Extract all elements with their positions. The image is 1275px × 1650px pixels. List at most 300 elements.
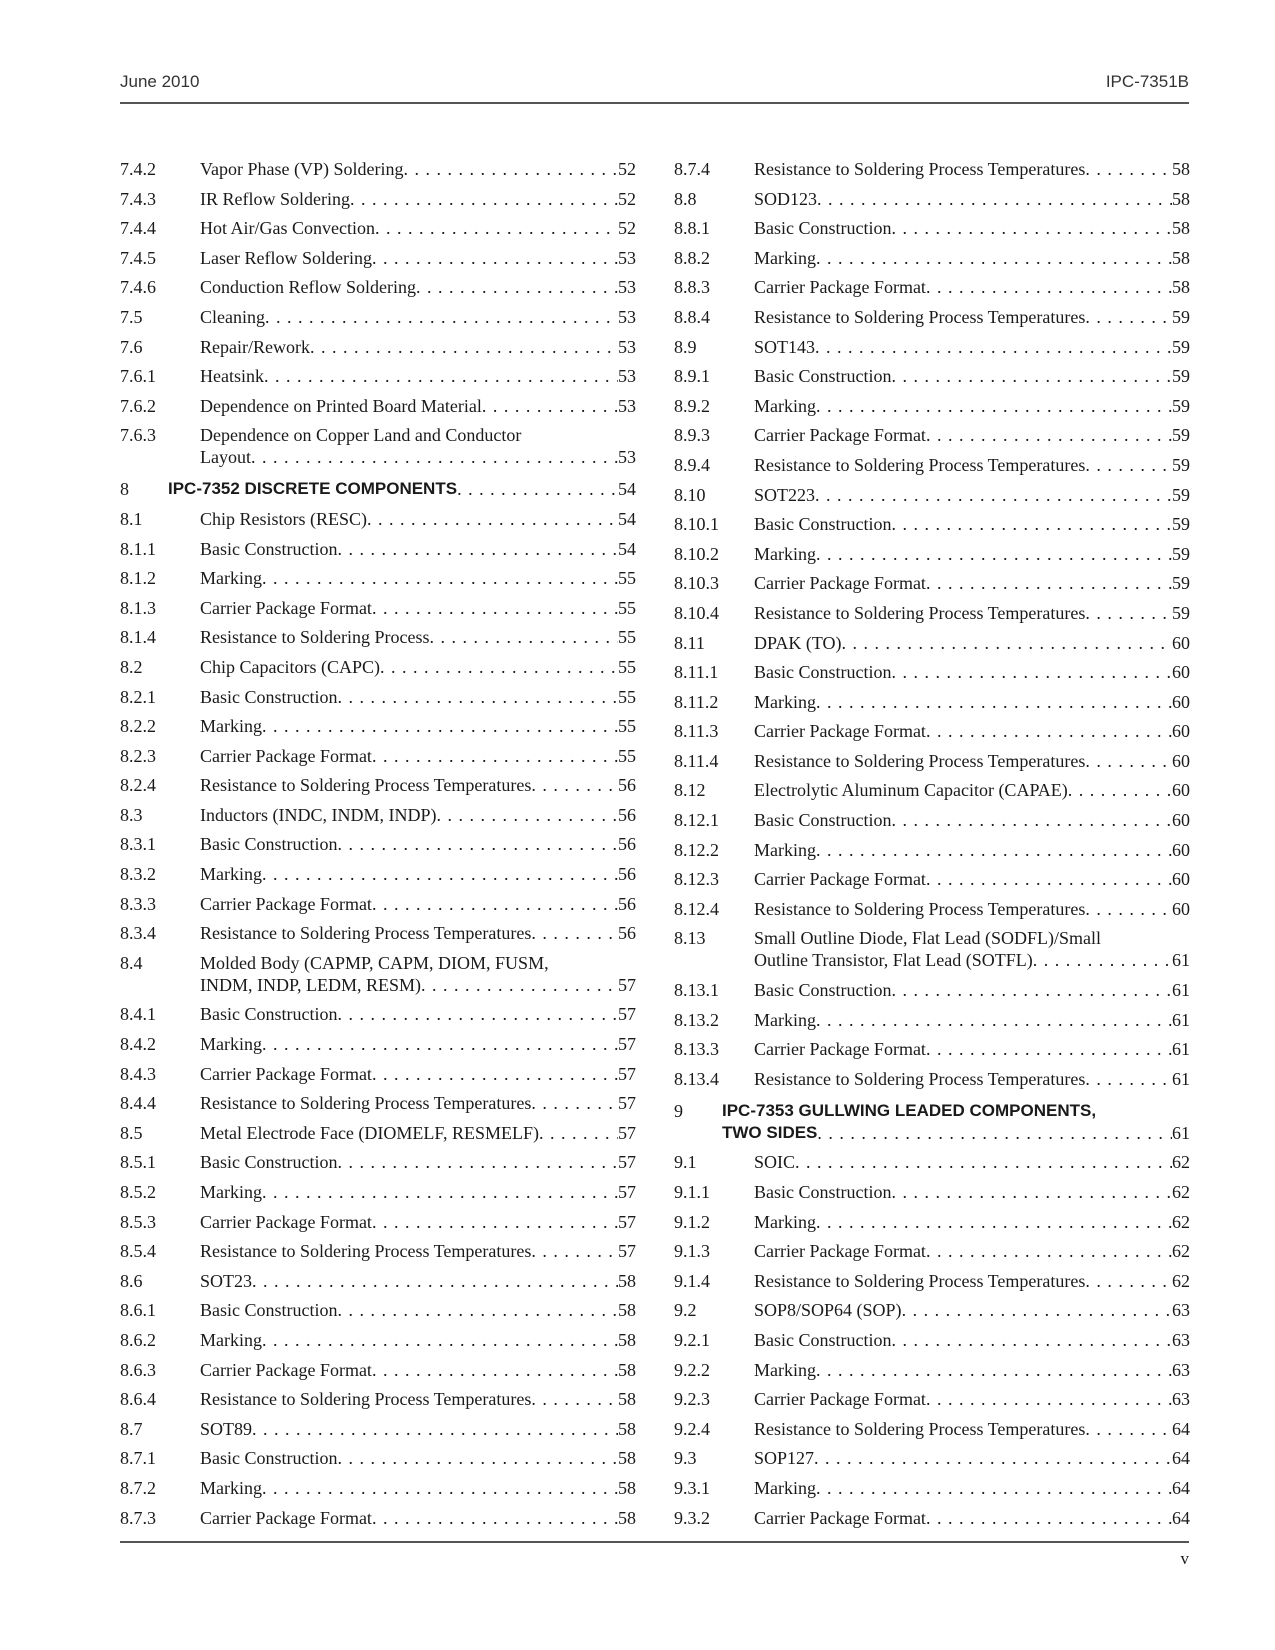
toc-entry[interactable] — [120, 1211, 636, 1233]
dot-leader — [531, 774, 618, 796]
dot-leader — [531, 922, 618, 944]
toc-entry[interactable] — [674, 691, 1190, 713]
toc-entry-number: 7.5 — [120, 306, 143, 327]
toc-entry-title: Carrier Package Format — [754, 869, 926, 890]
toc-entry-title: Basic Construction — [754, 810, 892, 831]
toc-entry-number: 9.3 — [674, 1448, 697, 1469]
toc-entry-title: Resistance to Soldering Process Temperatures — [754, 750, 1086, 771]
toc-entry-number: 8.10.4 — [674, 602, 719, 623]
toc-entry-page: 59 — [1172, 514, 1190, 535]
toc-entry-page: 55 — [618, 656, 636, 677]
toc-entry-title: Carrier Package Format — [754, 573, 926, 594]
toc-left-column — [120, 158, 636, 1536]
toc-entry-page: 57 — [618, 974, 636, 995]
toc-entry[interactable] — [674, 247, 1190, 269]
dot-leader — [926, 1507, 1172, 1529]
toc-entry-title: Marking — [754, 691, 816, 712]
toc-entry-page: 61 — [1172, 1068, 1190, 1089]
toc-entry-page: 53 — [618, 366, 636, 387]
toc-entry-number: 8.11.4 — [674, 750, 719, 771]
toc-entry[interactable] — [674, 602, 1190, 624]
toc-entry-title: Basic Construction — [754, 1329, 892, 1350]
toc-entry-title: Chip Capacitors (CAPC) — [200, 656, 380, 677]
toc-entry-page: 53 — [618, 306, 636, 327]
toc-entry[interactable] — [120, 863, 636, 885]
toc-entry-title: INDM, INDP, LEDM, RESM) — [200, 974, 422, 995]
toc-entry[interactable] — [674, 572, 1190, 594]
toc-entry[interactable] — [120, 424, 636, 468]
toc-entry-title: Marking — [754, 839, 816, 860]
toc-entry[interactable] — [674, 898, 1190, 920]
toc-entry-title: Resistance to Soldering Process Temperatures — [754, 1270, 1086, 1291]
dot-leader — [815, 484, 1172, 506]
dot-leader — [926, 424, 1172, 446]
toc-entry[interactable] — [120, 1151, 636, 1173]
toc-entry-page: 60 — [1172, 721, 1190, 742]
dot-leader — [372, 1359, 618, 1381]
toc-entry-page: 64 — [1172, 1507, 1190, 1528]
toc-entry-title: Inductors (INDC, INDM, INDP) — [200, 804, 437, 825]
toc-entry-title: Basic Construction — [754, 1182, 892, 1202]
toc-entry-number: 7.6 — [120, 336, 143, 357]
toc-entry-page: 58 — [1172, 188, 1190, 209]
dot-leader — [816, 1009, 1172, 1031]
toc-entry-title: Carrier Package Format — [200, 745, 372, 766]
toc-entry-title: Carrier Package Format — [754, 1507, 926, 1528]
toc-section-heading[interactable] — [120, 478, 636, 500]
toc-entry-page: 55 — [618, 627, 636, 648]
toc-entry[interactable] — [674, 661, 1190, 683]
toc-entry[interactable] — [120, 1329, 636, 1351]
toc-entry[interactable] — [120, 158, 636, 180]
toc-entry[interactable] — [674, 306, 1190, 328]
toc-entry-title: Carrier Package Format — [200, 1063, 372, 1084]
toc-entry-number: 8.10 — [674, 484, 706, 505]
toc-entry-title: Marking — [754, 395, 816, 416]
toc-entry-page: 55 — [618, 745, 636, 766]
toc-entry-page: 56 — [618, 923, 636, 944]
toc-entry-page: 53 — [618, 447, 636, 468]
toc-entry-page: 62 — [1172, 1211, 1190, 1232]
toc-entry-number: 9 — [674, 1100, 683, 1121]
toc-entry[interactable] — [120, 745, 636, 767]
dot-leader — [262, 1181, 618, 1203]
toc-entry-title: Carrier Package Format — [754, 277, 926, 298]
toc-entry[interactable] — [674, 1068, 1190, 1090]
toc-entry-number: 9.2.2 — [674, 1359, 710, 1380]
toc-entry-title: Resistance to Soldering Process Temperatures — [754, 306, 1086, 327]
toc-entry-page: 56 — [618, 893, 636, 914]
dot-leader — [1085, 454, 1172, 476]
dot-leader — [1085, 602, 1172, 624]
dot-leader — [816, 1477, 1172, 1499]
toc-entry-number: 8.9.3 — [674, 425, 710, 446]
toc-entry[interactable] — [674, 188, 1190, 210]
toc-entry-number: 8.7.2 — [120, 1477, 156, 1498]
toc-entry-page: 53 — [618, 395, 636, 416]
toc-entry-number: 7.4.6 — [120, 277, 156, 298]
toc-entry[interactable] — [120, 365, 636, 387]
toc-entry-number: 8.8.1 — [674, 218, 710, 239]
toc-entry-number: 8.7.3 — [120, 1507, 156, 1528]
toc-entry[interactable] — [674, 1240, 1190, 1262]
dot-leader — [367, 508, 618, 530]
toc-entry[interactable] — [120, 276, 636, 298]
toc-entry-title: Carrier Package Format — [200, 1507, 372, 1528]
toc-entry[interactable] — [120, 508, 636, 530]
dot-leader — [1085, 750, 1172, 772]
dot-leader — [926, 720, 1172, 742]
toc-entry-page: 62 — [1172, 1270, 1190, 1291]
toc-entry-title: Resistance to Soldering Process Temperatures — [754, 1068, 1086, 1089]
toc-entry-page: 62 — [1172, 1182, 1190, 1202]
dot-leader — [926, 868, 1172, 890]
toc-entry-number: 8.13 — [674, 928, 706, 949]
toc-entry-title: Resistance to Soldering Process Temperatures — [754, 602, 1086, 623]
toc-entry-page: 58 — [618, 1359, 636, 1380]
toc-entry-number: 8.2.1 — [120, 686, 156, 707]
toc-entry[interactable] — [674, 513, 1190, 535]
dot-leader — [816, 247, 1172, 269]
toc-entry-page: 60 — [1172, 632, 1190, 653]
toc-entry[interactable] — [674, 1329, 1190, 1351]
toc-entry-number: 7.6.1 — [120, 366, 156, 387]
dot-leader — [842, 632, 1172, 654]
dot-leader — [892, 1329, 1173, 1351]
toc-entry-page: 52 — [618, 188, 636, 209]
toc-entry-title: Carrier Package Format — [754, 1039, 926, 1060]
toc-entry-title: Repair/Rework — [200, 336, 310, 357]
toc-entry-number: 8.11.2 — [674, 691, 719, 712]
toc-entry-number: 8.2 — [120, 656, 143, 677]
toc-entry[interactable] — [120, 715, 636, 737]
toc-entry[interactable] — [120, 1240, 636, 1262]
dot-leader — [892, 809, 1173, 831]
toc-entry-number: 8.3.2 — [120, 864, 156, 885]
toc-entry-page: 60 — [1172, 839, 1190, 860]
dot-leader — [1085, 306, 1172, 328]
toc-entry[interactable] — [120, 952, 636, 996]
toc-entry-title: Resistance to Soldering Process Temperatures — [754, 454, 1086, 475]
toc-entry[interactable] — [120, 306, 636, 328]
toc-entry-number: 8.1.2 — [120, 568, 156, 589]
toc-entry[interactable] — [120, 626, 636, 648]
dot-leader — [926, 1038, 1172, 1060]
toc-entry[interactable] — [674, 1270, 1190, 1292]
toc-entry[interactable] — [674, 336, 1190, 358]
toc-entry-title: Carrier Package Format — [200, 597, 372, 618]
header-date: June 2010 — [120, 72, 200, 91]
toc-entry-number: 8.6.3 — [120, 1359, 156, 1380]
toc-entry[interactable] — [120, 538, 636, 560]
toc-entry[interactable] — [674, 839, 1190, 861]
dot-leader — [816, 1211, 1172, 1233]
toc-entry[interactable] — [120, 1299, 636, 1321]
dot-leader — [817, 188, 1172, 210]
toc-entry[interactable] — [674, 1418, 1190, 1440]
toc-entry[interactable] — [674, 454, 1190, 476]
toc-entry-page: 57 — [618, 1182, 636, 1202]
toc-entry-number: 8.5.2 — [120, 1182, 156, 1202]
toc-entry[interactable] — [674, 1447, 1190, 1469]
toc-entry-page: 58 — [618, 1448, 636, 1469]
toc-entry-number: 9.1 — [674, 1152, 697, 1173]
dot-leader — [892, 365, 1173, 387]
toc-entry[interactable] — [120, 1270, 636, 1292]
toc-entry[interactable] — [674, 632, 1190, 654]
toc-entry-title: Resistance to Soldering Process Temperatures — [200, 1093, 532, 1114]
toc-entry-title: IR Reflow Soldering — [200, 188, 350, 209]
toc-entry-number: 9.3.1 — [674, 1477, 710, 1498]
toc-entry-page: 57 — [618, 1152, 636, 1173]
toc-entry[interactable] — [120, 656, 636, 678]
dot-leader — [372, 1507, 618, 1529]
toc-entry-title: Resistance to Soldering Process Temperatures — [200, 1389, 532, 1410]
toc-entry[interactable] — [674, 1477, 1190, 1499]
toc-entry-number: 9.1.3 — [674, 1241, 710, 1262]
toc-entry[interactable] — [120, 567, 636, 589]
toc-entry-page: 63 — [1172, 1329, 1190, 1350]
toc-entry[interactable] — [674, 484, 1190, 506]
toc-entry[interactable] — [674, 1181, 1190, 1203]
dot-leader — [375, 217, 618, 239]
toc-entry-page: 58 — [1172, 218, 1190, 239]
toc-entry[interactable] — [120, 1477, 636, 1499]
toc-entry-number: 8.3 — [120, 804, 143, 825]
toc-entry-number: 8.7.4 — [674, 159, 710, 179]
dot-leader — [817, 1122, 1172, 1144]
toc-entry[interactable] — [674, 809, 1190, 831]
toc-entry[interactable] — [120, 1418, 636, 1440]
dot-leader — [262, 1329, 618, 1351]
dot-leader — [403, 158, 618, 180]
dot-leader — [372, 1211, 618, 1233]
toc-entry[interactable] — [674, 720, 1190, 742]
toc-entry-number: 8.3.1 — [120, 834, 156, 855]
dot-leader — [338, 1003, 619, 1025]
dot-leader — [892, 513, 1173, 535]
toc-entry[interactable] — [120, 1507, 636, 1529]
toc-entry-page: 58 — [618, 1477, 636, 1498]
toc-entry[interactable] — [120, 395, 636, 417]
toc-entry-title: Basic Construction — [200, 538, 338, 559]
toc-entry-page: 61 — [1172, 1122, 1190, 1143]
toc-entry[interactable] — [120, 833, 636, 855]
dot-leader — [1068, 779, 1172, 801]
toc-entry[interactable] — [120, 336, 636, 358]
toc-entry-page: 53 — [618, 247, 636, 268]
toc-entry-number: 9.2.1 — [674, 1329, 710, 1350]
toc-entry[interactable] — [120, 686, 636, 708]
toc-entry[interactable] — [120, 1063, 636, 1085]
toc-entry-page: 52 — [618, 159, 636, 179]
toc-entry-title: Carrier Package Format — [754, 425, 926, 446]
toc-entry[interactable] — [674, 365, 1190, 387]
toc-entry-title: Resistance to Soldering Process Temperatures — [200, 923, 532, 944]
toc-entry-title: Basic Construction — [754, 218, 892, 239]
toc-entry-number: 8.9 — [674, 336, 697, 357]
dot-leader — [338, 833, 619, 855]
dot-leader — [436, 804, 618, 826]
dot-leader — [892, 217, 1173, 239]
toc-entry-number: 8.2.2 — [120, 716, 156, 737]
toc-entry[interactable] — [120, 597, 636, 619]
toc-entry[interactable] — [120, 1003, 636, 1025]
toc-entry-page: 53 — [618, 336, 636, 357]
toc-entry-page: 54 — [618, 508, 636, 529]
toc-entry-number: 8.10.2 — [674, 543, 719, 564]
dot-leader — [531, 1092, 618, 1114]
toc-entry-number: 8.3.4 — [120, 923, 156, 944]
toc-entry[interactable] — [674, 1359, 1190, 1381]
toc-entry[interactable] — [674, 1507, 1190, 1529]
toc-entry[interactable] — [674, 1388, 1190, 1410]
toc-entry-number: 8.1.3 — [120, 597, 156, 618]
toc-entry-page: 59 — [1172, 425, 1190, 446]
toc-entry-page: 55 — [618, 568, 636, 589]
toc-entry-number: 9.1.2 — [674, 1211, 710, 1232]
dot-leader — [421, 974, 618, 996]
toc-entry-title: Basic Construction — [200, 1448, 338, 1469]
toc-entry-page: 60 — [1172, 869, 1190, 890]
toc-entry-title: Dependence on Copper Land and Conductor — [200, 425, 522, 446]
toc-entry-page: 55 — [618, 597, 636, 618]
toc-entry-title: Cleaning — [200, 306, 265, 327]
toc-entry-page: 59 — [1172, 602, 1190, 623]
dot-leader — [429, 626, 618, 648]
toc-entry-page: 58 — [618, 1507, 636, 1528]
toc-entry-page: 61 — [1172, 950, 1190, 971]
toc-entry[interactable] — [674, 158, 1190, 180]
toc-entry-title: Basic Construction — [200, 1300, 338, 1321]
toc-entry-number: 8.12.4 — [674, 898, 719, 919]
toc-entry[interactable] — [120, 1122, 636, 1144]
dot-leader — [1085, 1418, 1172, 1440]
dot-leader — [380, 656, 618, 678]
toc-entry-number: 8.1.1 — [120, 538, 156, 559]
toc-entry-title: IPC-7353 GULLWING LEADED COMPONENTS, — [722, 1100, 1097, 1120]
toc-entry-number: 8.13.3 — [674, 1039, 719, 1060]
toc-entry[interactable] — [120, 804, 636, 826]
toc-entry[interactable] — [120, 1359, 636, 1381]
toc-entry-title: Layout — [200, 447, 251, 468]
toc-entry-title: SOD123 — [754, 188, 818, 209]
toc-entry-page: 57 — [618, 1004, 636, 1025]
toc-entry[interactable] — [120, 188, 636, 210]
toc-entry-title: IPC-7352 DISCRETE COMPONENTS — [168, 479, 458, 499]
toc-entry[interactable] — [120, 774, 636, 796]
toc-entry-number: 8.8.2 — [674, 247, 710, 268]
toc-entry-title: SOT143 — [754, 336, 816, 357]
toc-entry-page: 62 — [1172, 1241, 1190, 1262]
toc-entry[interactable] — [674, 927, 1190, 971]
toc-entry[interactable] — [120, 922, 636, 944]
toc-entry[interactable] — [120, 1092, 636, 1114]
toc-entry-page: 57 — [618, 1241, 636, 1262]
toc-entry-title: SOP8/SOP64 (SOP) — [754, 1300, 902, 1321]
toc-entry-page: 56 — [618, 864, 636, 885]
toc-entry-number: 8.4.2 — [120, 1034, 156, 1055]
toc-entry[interactable] — [674, 1211, 1190, 1233]
toc-entry-title: Carrier Package Format — [200, 1211, 372, 1232]
toc-entry[interactable] — [674, 424, 1190, 446]
dot-leader — [892, 661, 1173, 683]
toc-entry-number: 8.9.2 — [674, 395, 710, 416]
toc-section-heading[interactable] — [674, 1100, 1190, 1144]
toc-entry[interactable] — [674, 779, 1190, 801]
toc-entry[interactable] — [120, 1447, 636, 1469]
toc-entry[interactable] — [674, 979, 1190, 1001]
dot-leader — [892, 979, 1173, 1001]
toc-entry-page: 59 — [1172, 366, 1190, 387]
dot-leader — [252, 1270, 618, 1292]
toc-entry-title: Marking — [200, 1182, 262, 1202]
dot-leader — [310, 336, 618, 358]
toc-entry-page: 59 — [1172, 543, 1190, 564]
toc-entry-title: Laser Reflow Soldering — [200, 247, 372, 268]
toc-entry-page: 58 — [1172, 247, 1190, 268]
dot-leader — [1085, 1270, 1172, 1292]
toc-entry-number: 8.4.3 — [120, 1063, 156, 1084]
toc-entry-title: Marking — [200, 1477, 262, 1498]
toc-entry-title: TWO SIDES — [722, 1122, 818, 1142]
toc-entry[interactable] — [674, 276, 1190, 298]
toc-entry[interactable] — [674, 1038, 1190, 1060]
toc-entry-title: Marking — [200, 864, 262, 885]
toc-entry[interactable] — [674, 1299, 1190, 1321]
toc-entry[interactable] — [120, 1181, 636, 1203]
toc-entry-title: SOIC — [754, 1152, 796, 1173]
toc-entry-number: 8.7.1 — [120, 1448, 156, 1469]
toc-entry-number: 8.6.2 — [120, 1329, 156, 1350]
toc-entry[interactable] — [120, 893, 636, 915]
toc-entry-page: 61 — [1172, 1009, 1190, 1030]
toc-entry[interactable] — [674, 543, 1190, 565]
toc-entry-title: Basic Construction — [754, 366, 892, 387]
dot-leader — [265, 306, 618, 328]
toc-entry-title: SOT223 — [754, 484, 816, 505]
toc-entry[interactable] — [674, 868, 1190, 890]
dot-leader — [814, 1447, 1172, 1469]
toc-entry-title: Basic Construction — [754, 980, 892, 1001]
toc-entry-number: 8.12.3 — [674, 869, 719, 890]
toc-entry[interactable] — [674, 750, 1190, 772]
toc-entry-number: 9.2.3 — [674, 1389, 710, 1410]
dot-leader — [1085, 158, 1172, 180]
toc-entry[interactable] — [674, 1151, 1190, 1173]
dot-leader — [816, 395, 1172, 417]
toc-entry-page: 58 — [618, 1389, 636, 1410]
toc-entry[interactable] — [120, 217, 636, 239]
toc-entry[interactable] — [674, 395, 1190, 417]
toc-entry[interactable] — [674, 217, 1190, 239]
toc-entry-title: Carrier Package Format — [200, 893, 372, 914]
toc-entry-page: 57 — [618, 1122, 636, 1143]
toc-entry-title: Marking — [200, 1034, 262, 1055]
toc-entry[interactable] — [120, 1033, 636, 1055]
dot-leader — [416, 276, 618, 298]
toc-entry[interactable] — [120, 247, 636, 269]
toc-entry-page: 58 — [1172, 159, 1190, 179]
toc-entry-page: 57 — [618, 1063, 636, 1084]
toc-entry-page: 57 — [618, 1211, 636, 1232]
dot-leader — [338, 686, 619, 708]
toc-entry-title: Heatsink — [200, 366, 264, 387]
toc-entry[interactable] — [120, 1388, 636, 1410]
toc-entry-title: SOP127 — [754, 1448, 815, 1469]
toc-entry[interactable] — [674, 1009, 1190, 1031]
page-header — [120, 72, 1189, 102]
